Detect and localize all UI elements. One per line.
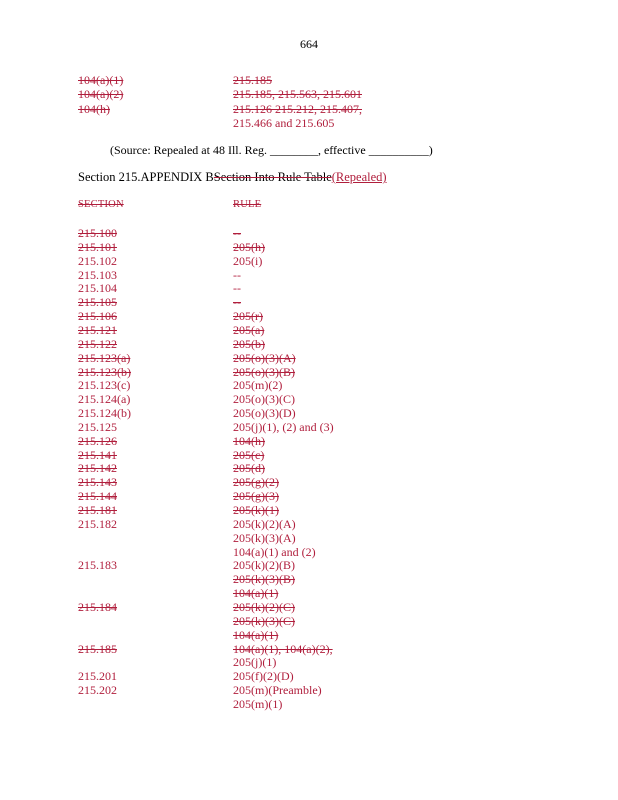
table-row xyxy=(0,226,618,240)
rule-cell: -- xyxy=(233,226,241,240)
section-cell: 215.125 xyxy=(78,419,117,434)
rule-cell: 205(o)(3)(A) xyxy=(233,350,296,365)
table-header xyxy=(0,198,618,212)
section-cell: 215.144 xyxy=(78,489,117,504)
section-cell: 215.143 xyxy=(78,475,117,490)
table-row xyxy=(0,628,618,642)
rule-cell: 205(m)(2) xyxy=(233,378,283,393)
rule-cell: 104(a)(1) xyxy=(233,586,279,601)
rule-cell: 215.185 xyxy=(233,73,272,87)
table-row xyxy=(0,392,618,406)
table-row xyxy=(0,323,618,337)
rule-cell: 205(c) xyxy=(233,447,265,462)
rule-cell: 205(o)(3)(D) xyxy=(233,406,296,421)
table-row xyxy=(0,448,618,462)
rule-cell: 205(r) xyxy=(233,309,263,324)
rule-cell: 104(a)(1) xyxy=(233,627,279,642)
heading-added-text: (Repealed) xyxy=(331,170,387,184)
table-row xyxy=(0,254,618,268)
rule-cell: 205(j)(1), (2) and (3) xyxy=(233,419,334,434)
table-row xyxy=(0,351,618,365)
table-row xyxy=(0,434,618,448)
table-row xyxy=(0,461,618,475)
rule-cell: 205(k)(2)(A) xyxy=(233,516,296,531)
rule-cell: 205(j)(1) xyxy=(233,655,277,670)
section-cell: 215.201 xyxy=(78,669,117,684)
rule-cell: 205(f)(2)(D) xyxy=(233,669,294,684)
section-cell: 215.100 xyxy=(78,226,117,240)
section-cell: 215.142 xyxy=(78,461,117,476)
rule-cell: 205(g)(3) xyxy=(233,489,279,504)
section-cell: 215.102 xyxy=(78,253,117,268)
section-cell: 215.126 xyxy=(78,433,117,448)
source-blank-date: ________ xyxy=(269,143,318,157)
table-row xyxy=(0,365,618,379)
rule-cell: 205(a) xyxy=(233,322,265,337)
section-cell: 104(h) xyxy=(78,101,110,116)
table-row xyxy=(0,600,618,614)
section-cell: 215.106 xyxy=(78,309,117,324)
section-cell: 215.123(a) xyxy=(78,350,131,365)
source-prefix: (Source: Repealed at 48 Ill. Reg. xyxy=(110,143,270,157)
section-cell: 215.181 xyxy=(78,503,117,517)
heading-prefix: Section 215.APPENDIX B xyxy=(78,170,214,184)
section-cell: 215.183 xyxy=(78,558,117,573)
table-row xyxy=(0,503,618,517)
table-row xyxy=(0,281,618,295)
page-number: 664 xyxy=(300,37,318,51)
rule-cell: 205(k)(3)(B) xyxy=(233,572,295,587)
table-row xyxy=(0,683,618,697)
rule-cell: -- xyxy=(233,267,241,282)
rule-cell: 215.185, 215.563, 215.601 xyxy=(233,87,362,102)
rule-cell: 104(a)(1) and (2) xyxy=(233,544,316,559)
table-row xyxy=(0,475,618,489)
rule-cell: -- xyxy=(233,281,241,296)
rule-cell: 205(m)(Preamble) xyxy=(233,683,322,698)
table-row xyxy=(0,614,618,628)
rule-cell: 205(k)(2)(C) xyxy=(233,599,295,614)
source-middle: , effective xyxy=(317,143,369,157)
table-row xyxy=(0,586,618,600)
section-cell: 215.184 xyxy=(78,599,117,614)
section-cell: 215.124(a) xyxy=(78,392,131,407)
rule-cell: 104(a)(1), 104(a)(2), xyxy=(233,641,333,656)
rule-cell: 205(i) xyxy=(233,253,263,268)
table-row xyxy=(0,531,618,545)
table-row xyxy=(0,268,618,282)
section-cell: 104(a)(2) xyxy=(78,87,124,102)
rule-cell: 205(o)(3)(C) xyxy=(233,392,295,407)
section-cell: 215.101 xyxy=(78,239,117,254)
table-row xyxy=(0,295,618,309)
rule-cell: 205(m)(1) xyxy=(233,696,283,711)
table-row xyxy=(0,240,618,254)
section-cell: 215.105 xyxy=(78,295,117,310)
source-suffix: ) xyxy=(428,143,433,157)
source-blank-effective: __________ xyxy=(368,143,429,157)
table-row xyxy=(0,309,618,323)
table-row xyxy=(0,489,618,503)
rule-cell: 205(b) xyxy=(233,336,265,351)
table-row xyxy=(0,73,618,87)
rule-cell: 205(g)(2) xyxy=(233,475,279,490)
table-row xyxy=(0,655,618,669)
header-section: SECTION xyxy=(78,199,124,210)
source-note xyxy=(110,143,433,157)
section-cell: 215.124(b) xyxy=(78,406,131,421)
rule-cell: 104(h) xyxy=(233,433,265,448)
table-row xyxy=(0,642,618,656)
rule-cell: 205(k)(3)(A) xyxy=(233,530,296,545)
section-cell: 215.202 xyxy=(78,683,117,698)
header-rule: RULE xyxy=(233,199,262,210)
section-cell: 104(a)(1) xyxy=(78,73,124,87)
table-row xyxy=(0,378,618,392)
table-row xyxy=(0,572,618,586)
table-row xyxy=(0,558,618,572)
table-row xyxy=(0,545,618,559)
section-cell: 215.121 xyxy=(78,322,117,337)
table-row xyxy=(0,116,618,130)
table-row xyxy=(0,517,618,531)
rule-cell: 215.466 and 215.605 xyxy=(233,115,335,130)
heading-struck-text: Section Into Rule Table xyxy=(213,170,332,184)
table-row xyxy=(0,669,618,683)
section-cell: 215.123(c) xyxy=(78,378,131,393)
section-cell: 215.182 xyxy=(78,516,117,531)
section-cell: 215.103 xyxy=(78,267,117,282)
section-cell: 215.122 xyxy=(78,336,117,351)
section-cell: 215.141 xyxy=(78,447,117,462)
rule-cell: 205(o)(3)(B) xyxy=(233,364,295,379)
rule-cell: 215.126 215.212, 215.407, xyxy=(233,101,362,116)
table-row xyxy=(0,420,618,434)
table-row xyxy=(0,87,618,101)
rule-cell: 205(k)(1) xyxy=(233,503,279,517)
table-row xyxy=(0,406,618,420)
section-cell: 215.185 xyxy=(78,641,117,656)
rule-cell: 205(k)(2)(B) xyxy=(233,558,295,573)
table-row xyxy=(0,102,618,116)
rule-cell: 205(k)(3)(C) xyxy=(233,613,295,628)
section-heading xyxy=(78,170,387,184)
section-cell: 215.104 xyxy=(78,281,117,296)
section-cell: 215.123(b) xyxy=(78,364,131,379)
table-row xyxy=(0,337,618,351)
rule-cell: 205(h) xyxy=(233,239,265,254)
rule-cell: -- xyxy=(233,295,241,310)
table-row xyxy=(0,697,618,711)
rule-cell: 205(d) xyxy=(233,461,265,476)
